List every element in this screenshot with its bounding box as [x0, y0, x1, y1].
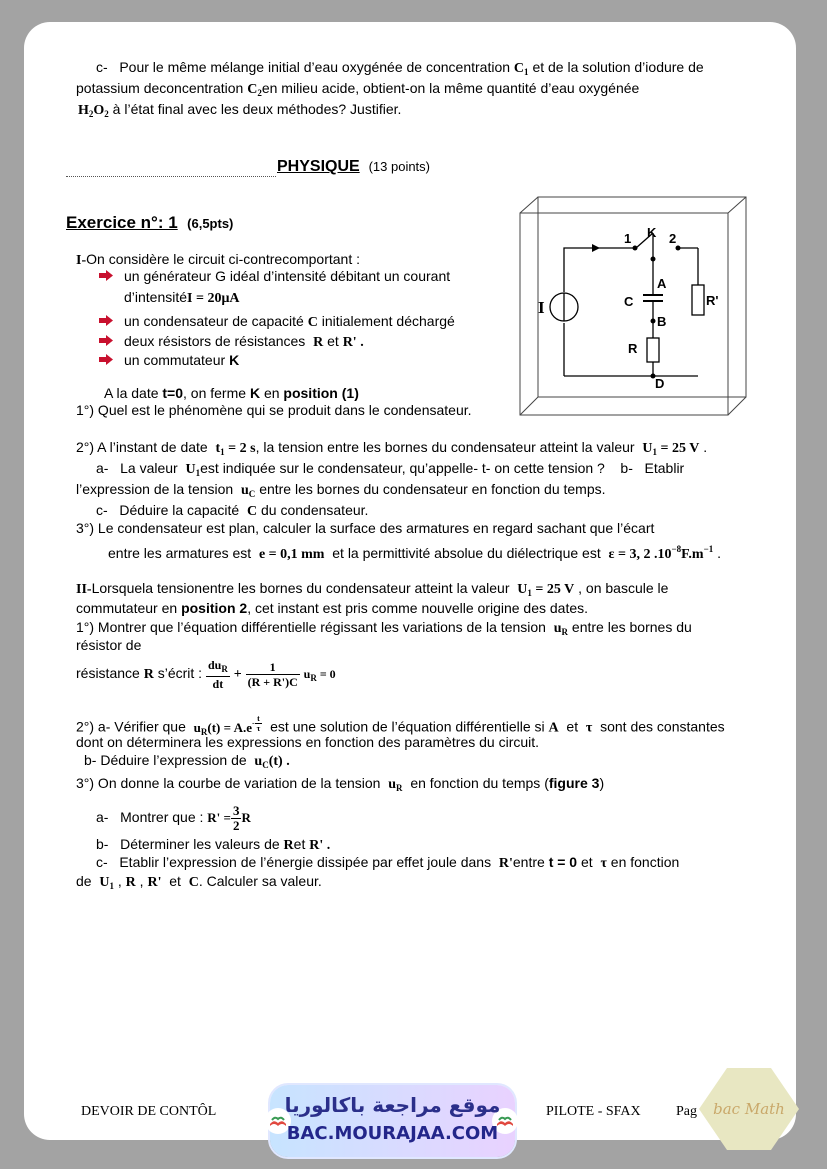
part2-question-3c: c- Etablir l’expression de l’énergie dissipée par effet joule dans R'entre t = 0 et τ en fonction: [96, 854, 680, 871]
part2-question-3: 3°) On donne la courbe de variation de la tension $u_R$ en fonction du temps (figure 3): [76, 775, 605, 793]
chem-question-c: [96, 59, 704, 81]
footer-page: Pag: [676, 1104, 697, 1119]
label-b: B: [657, 314, 667, 329]
label-r: R: [628, 341, 638, 356]
exercise-heading: [66, 213, 233, 234]
label-a: A: [657, 276, 667, 291]
c1-symbol: $C_1$: [513, 61, 529, 77]
part2-intro: II-Lorsquela tensionentre les bornes du condensateur atteint la valeur $U_1 = 25$ V , on bascule le: [76, 580, 669, 598]
fraction-time-constant: $\frac{1}{(R + R')C}$: [247, 659, 298, 689]
section-heading: [277, 158, 430, 175]
exercise-title: Exercice n°: 1: [66, 213, 178, 232]
resistor-r-prime: [692, 285, 704, 315]
label-r-prime: R': [706, 293, 719, 308]
label-1: 1: [624, 231, 632, 246]
part1-intro: I-On considère le circuit ci-contrecomportant :: [76, 251, 361, 268]
c2-symbol: $C_2$: [247, 82, 262, 98]
list-item: un commutateur K: [124, 352, 240, 368]
label-c: C: [624, 294, 634, 309]
question-2a: a- La valeur $U_1est$ indiquée sur le condensateur, qu’appelle- t- on cette tension ? b- Etablir: [96, 460, 685, 478]
circuit-diagram: [518, 195, 750, 417]
part2-question-3b: b- Déterminer les valeurs de Ret R' .: [96, 836, 331, 853]
date-statement: A la date t=0, on ferme K en position (1): [104, 385, 359, 401]
question-2b-cont: l’expression de la tension $u_C$ entre les bornes du condensateur en fonction du temps.: [76, 481, 606, 499]
bullet-arrow-icon: [99, 315, 113, 326]
part2-question-1-line2: résistor de: [76, 637, 142, 653]
bac-math-badge: [697, 1066, 801, 1152]
list-item: deux résistors de résistances R et R' .: [124, 333, 364, 350]
exponent: - $\frac{t}{\tau}$: [251, 714, 261, 733]
banner-arabic-title: موقع مراجعة باكالوريا: [284, 1093, 501, 1117]
section-points: (13 points): [368, 159, 430, 174]
question-2: 2°) A l’instant de date $t_1 = 2$ s, la tension entre les bornes du condensateur atteint la valeur $U_1 = 25$ V .: [76, 439, 708, 457]
part2-question-2a-line2: dont on déterminera les expressions en fonction des paramètres du circuit.: [76, 734, 540, 750]
badge-text: bac Math: [713, 1100, 785, 1118]
section-title: PHYSIQUE: [277, 158, 360, 175]
fraction-dur-dt: $\frac{du_R}{dt}$: [207, 657, 228, 691]
label-2: 2: [669, 231, 677, 246]
bullet-arrow-icon: [99, 270, 113, 281]
bullet-arrow-icon: [99, 335, 113, 346]
current-value: I = 20μA: [187, 291, 240, 306]
list-item-cont: d’intensitéI = 20μA: [124, 289, 240, 306]
question-1: 1°) Quel est le phénomène qui se produit dans le condensateur.: [76, 402, 472, 418]
node-a: [651, 257, 656, 262]
question-3: 3°) Le condensateur est plan, calculer la surface des armatures en regard sachant que l’écart: [76, 520, 655, 536]
wire-top: [564, 248, 636, 292]
banner-url[interactable]: BAC.MOURAJAA.COM: [286, 1123, 499, 1144]
question-3-line2: entre les armatures est e = 0,1 mm et la permittivité absolue du diélectrique est ε = 3, 2 $.10^{-8}F.m^{-1}$ .: [108, 544, 721, 562]
list-item: un générateur G idéal d’intensité débitant un courant: [124, 268, 451, 284]
h2o2-formula: $H_2O_2$: [78, 103, 109, 119]
differential-equation: résistance R s’écrit : $\frac{du_R}{dt}$ + $\frac{1}{(R + R')C}$ $u_R = 0$: [76, 657, 336, 691]
exercise-points: (6,5pts): [187, 216, 234, 231]
item-label: c-: [96, 59, 108, 75]
footer-left: DEVOIR DE CONTÔL: [81, 1104, 217, 1119]
chem-line-2: potassium deconcentration $C_2en$ milieu acide, obtient-on la même quantité d’eau oxygénée: [76, 80, 640, 98]
part2-question-3a: a- Montrer que : R' = $\frac{3}{2}$ R: [96, 802, 251, 833]
part2-question-2a: 2°) a- Vérifier que $u_R(t) = A.e-$ $\frac{t}{\tau}$ est une solution de l’équation différentielle si A et τ sont des constantes: [76, 714, 725, 737]
node-b: [651, 319, 656, 324]
label-k: K: [647, 225, 657, 240]
part2-question-2b: b- Déduire l’expression de $u_C(t)$ .: [84, 752, 290, 770]
dotted-rule: [66, 176, 276, 177]
footer-right: PILOTE - SFAX: [546, 1104, 641, 1119]
part2-line2: commutateur en position 2, cet instant est pris comme nouvelle origine des dates.: [76, 600, 589, 616]
part2-question-3c-line2: de $U_1$ , R , R' et C. Calculer sa valeur.: [76, 873, 322, 891]
chem-text: Pour le même mélange initial d’eau oxygénée de concentration: [119, 59, 511, 75]
label-d: D: [655, 376, 665, 391]
watermark-banner[interactable]: [270, 1085, 515, 1157]
part2-question-1: 1°) Montrer que l’équation différentielle régissant les variations de la tension $u_R$ entre les bornes du: [76, 619, 692, 637]
chem-text: et de la solution d’iodure de: [532, 59, 704, 75]
chem-line-3: $H_2O_2$ à l’état final avec les deux méthodes? Justifier.: [78, 101, 402, 119]
terminal-2: [676, 246, 681, 251]
list-item: un condensateur de capacité C initialement déchargé: [124, 313, 455, 330]
bullet-arrow-icon: [99, 354, 113, 365]
current-arrow-icon: [592, 244, 600, 252]
label-i: I: [538, 298, 545, 317]
resistor-r: [647, 338, 659, 362]
question-2c: c- Déduire la capacité C du condensateur.: [96, 502, 369, 519]
